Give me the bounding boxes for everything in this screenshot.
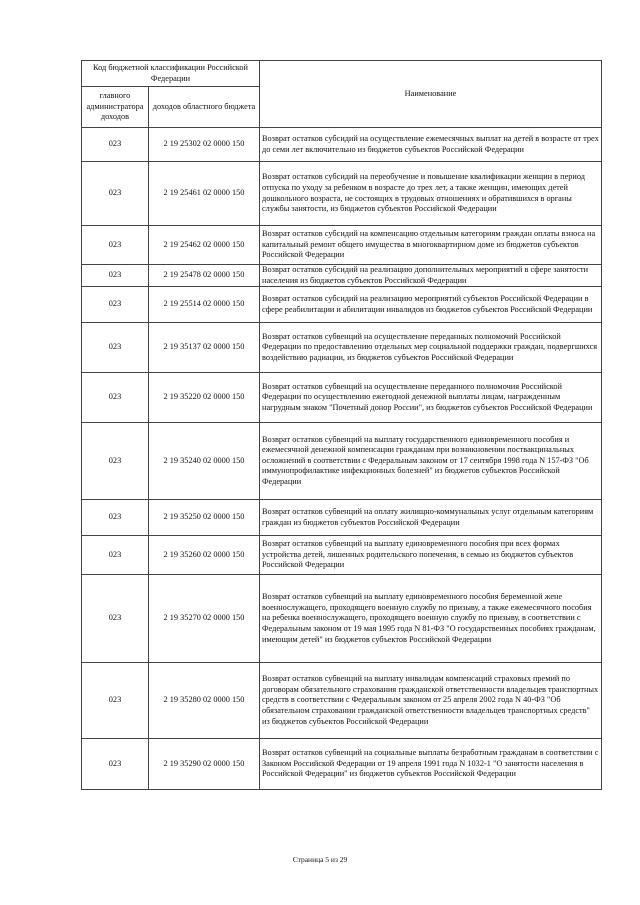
budget-classification-table <box>81 60 602 790</box>
name-cell: Возврат остатков субвенций на осуществление переданных полномочий Российской Федерации по предоставлению отдельных мер социальной поддержки граждан, подвергшихся воздействию радиации, из бюджетов субъектов Российской Федерации <box>260 323 602 373</box>
table-row <box>82 287 602 323</box>
table-row <box>82 373 602 423</box>
name-cell: Возврат остатков субсидий на реализацию мероприятий субъектов Российской Федерации в сфере реабилитации и абилитации инвалидов из бюджетов субъектов Российской Федерации <box>260 287 602 323</box>
income-code-cell: 2 19 35270 02 0000 150 <box>149 575 260 663</box>
admin-code-cell: 023 <box>82 373 149 423</box>
admin-code-cell: 023 <box>82 575 149 663</box>
table-row <box>82 663 602 739</box>
income-code-cell: 2 19 35260 02 0000 150 <box>149 536 260 575</box>
table-row <box>82 226 602 265</box>
table-row <box>82 265 602 287</box>
admin-code-cell: 023 <box>82 226 149 265</box>
admin-code-cell: 023 <box>82 287 149 323</box>
income-code-cell: 2 19 35250 02 0000 150 <box>149 500 260 536</box>
admin-code-cell: 023 <box>82 423 149 500</box>
admin-code-cell: 023 <box>82 265 149 287</box>
name-cell: Возврат остатков субвенций на выплату единовременного пособия при всех формах устройства детей, лишенных родительского попечения, в семью из бюджетов субъектов Российской Федерации <box>260 536 602 575</box>
name-cell: Возврат остатков субсидий на осуществление ежемесячных выплат на детей в возрасте от трех до семи лет включительно из бюджетов субъектов Российской Федерации <box>260 128 602 162</box>
header-group-label: Код бюджетной классификации Российской Федерации <box>82 61 260 87</box>
name-cell: Возврат остатков субвенций на выплату единовременного пособия беременной жене военнослужащего, проходящего военную службу по призыву, а также ежемесячного пособия на ребенка военнослужащего, проходящего военную службу по призыву, в соответствии с Федеральным законом от 19 мая 1995 года N 81-ФЗ "О государственных пособиях гражданам, имеющим детей" из бюджетов субъектов Российской Федерации <box>260 575 602 663</box>
table-row <box>82 162 602 226</box>
name-cell: Возврат остатков субвенций на выплату инвалидам компенсаций страховых премий по договорам обязательного страхования гражданской ответственности владельцев транспортных средств в соответствии с Федеральным законом от 25 апреля 2002 года N 40-ФЗ "Об обязательном страховании гражданской ответственности владельцев транспортных средств" из бюджетов субъектов Российской Федерации <box>260 663 602 739</box>
name-cell: Возврат остатков субсидий на реализацию дополнительных мероприятий в сфере занятости населения из бюджетов субъектов Российской Федерации <box>260 265 602 287</box>
table-row <box>82 500 602 536</box>
name-cell: Возврат остатков субвенций на осуществление переданного полномочия Российской Федерации по осуществлению ежегодной денежной выплаты лицам, награжденным нагрудным знаком "Почетный донор России", из бюджетов субъектов Российской Федерации <box>260 373 602 423</box>
income-code-cell: 2 19 25302 02 0000 150 <box>149 128 260 162</box>
table-row <box>82 739 602 790</box>
income-code-cell: 2 19 35290 02 0000 150 <box>149 739 260 790</box>
table-row <box>82 423 602 500</box>
admin-code-cell: 023 <box>82 323 149 373</box>
page-number-footer: Страница 5 из 29 <box>292 855 348 864</box>
income-code-cell: 2 19 25462 02 0000 150 <box>149 226 260 265</box>
name-cell: Возврат остатков субвенций на оплату жилищно-коммунальных услуг отдельным категориям граждан из бюджетов субъектов Российской Федерации <box>260 500 602 536</box>
header-name-column: Наименование <box>260 61 602 128</box>
table-row <box>82 575 602 663</box>
header-income-column: доходов областного бюджета <box>149 87 260 128</box>
income-code-cell: 2 19 25514 02 0000 150 <box>149 287 260 323</box>
name-cell: Возврат остатков субсидий на переобучение и повышение квалификации женщин в период отпуска по уходу за ребенком в возрасте до трех лет, а также женщин, имеющих детей дошкольного возраста, не состоящих в трудовых отношениях и обратившихся в органы службы занятости, из бюджетов субъектов Российской Федерации <box>260 162 602 226</box>
admin-code-cell: 023 <box>82 663 149 739</box>
admin-code-cell: 023 <box>82 162 149 226</box>
table-row <box>82 128 602 162</box>
name-cell: Возврат остатков субсидий на компенсацию отдельным категориям граждан оплаты взноса на капитальный ремонт общего имущества в многоквартирном доме из бюджетов субъектов Российской Федерации <box>260 226 602 265</box>
admin-code-cell: 023 <box>82 128 149 162</box>
table-row <box>82 536 602 575</box>
name-cell: Возврат остатков субвенций на выплату государственного единовременного пособия и ежемесячной денежной компенсации гражданам при возникновении поствакцинальных осложнений в соответствии с Федеральным законом от 17 сентября 1998 года N 157-ФЗ "Об иммунопрофилактике инфекционных болезней" из бюджетов субъектов Российской Федерации <box>260 423 602 500</box>
table-row <box>82 323 602 373</box>
header-admin-column: главного администратора доходов <box>82 87 149 128</box>
income-code-cell: 2 19 25478 02 0000 150 <box>149 265 260 287</box>
income-code-cell: 2 19 35137 02 0000 150 <box>149 323 260 373</box>
header-row <box>82 61 602 87</box>
income-code-cell: 2 19 25461 02 0000 150 <box>149 162 260 226</box>
income-code-cell: 2 19 35240 02 0000 150 <box>149 423 260 500</box>
name-cell: Возврат остатков субвенций на социальные выплаты безработным гражданам в соответствии с Законом Российской Федерации от 19 апреля 1991 года N 1032-1 "О занятости населения в Российской Федерации" из бюджетов субъектов Российской Федерации <box>260 739 602 790</box>
admin-code-cell: 023 <box>82 500 149 536</box>
admin-code-cell: 023 <box>82 739 149 790</box>
income-code-cell: 2 19 35220 02 0000 150 <box>149 373 260 423</box>
admin-code-cell: 023 <box>82 536 149 575</box>
income-code-cell: 2 19 35280 02 0000 150 <box>149 663 260 739</box>
